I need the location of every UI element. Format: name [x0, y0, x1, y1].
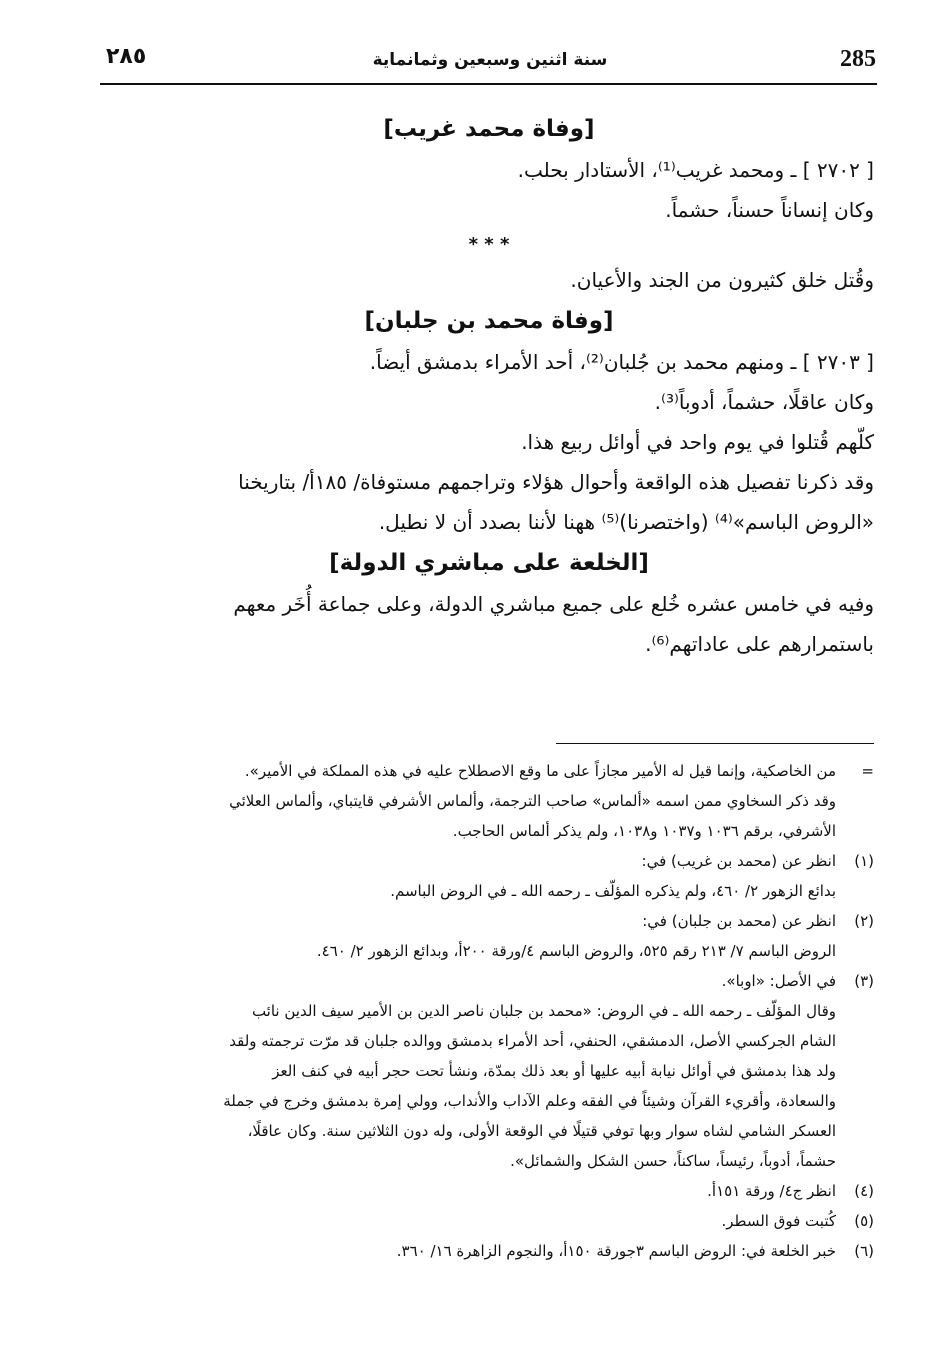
text-line: وفيه في خامس عشره خُلع على جميع مباشري الدولة، وعلى جماعة أُخَر معهم	[233, 592, 874, 616]
text-line: وكان إنساناً حسناً، حشماً.	[665, 198, 874, 222]
footnote-text: في الأصل: «اوبا».	[721, 972, 836, 990]
header-rule	[100, 83, 877, 85]
text-line: «الروض الباسم»⁽⁴⁾ (واختصرنا)⁽⁵⁾ ههنا لأننا بصدد أن لا نطيل.	[378, 510, 874, 534]
footnote-marker: (٣)	[854, 972, 874, 990]
page-number-latin: 285	[840, 46, 876, 72]
footnote-line	[104, 1176, 874, 1206]
footnote-marker: (٢)	[854, 912, 874, 930]
footnote-text: من الخاصكية، وإنما قيل له الأمير مجازاً على ما وقع الاصطلاح عليه في هذه المملكة في الأمير».	[244, 762, 836, 780]
footnote-marker: (٥)	[854, 1212, 874, 1230]
footnote-text: خبر الخلعة في: الروض الباسم ٣جورقة ١٥٠أ، والنجوم الزاهرة ١٦/ ٣٦٠.	[396, 1242, 836, 1260]
footnote-marker: (١)	[854, 852, 874, 870]
footnote-marker: (٦)	[854, 1242, 874, 1260]
text-line: وقد ذكرنا تفصيل هذه الواقعة وأحوال هؤلاء وتراجمهم مستوفاة/ ١٨٥أ/ بتاريخنا	[238, 470, 874, 494]
footnote-marker: =	[861, 762, 874, 780]
page-number-arabic: ٢٨٥	[106, 44, 147, 69]
page-header	[100, 38, 880, 82]
section-heading: [وفاة محمد غريب]	[383, 116, 595, 142]
section-heading: [وفاة محمد بن جلبان]	[364, 308, 614, 334]
footnote-line	[104, 846, 874, 876]
footnote-line	[104, 1206, 874, 1236]
footnote-line	[104, 756, 874, 786]
footnote-marker: (٤)	[854, 1182, 874, 1200]
footnote-line: الروض الباسم ٧/ ٢١٣ رقم ٥٢٥، والروض الباسم ٤/ورقة ٢٠٠أ، وبدائع الزهور ٢/ ٤٦٠.	[316, 942, 836, 960]
section-heading: [الخلعة على مباشري الدولة]	[329, 550, 649, 576]
footnote-line: وقال المؤلّف ـ رحمه الله ـ في الروض: «محمد بن جلبان ناصر الدين بن الأمير سيف الدين نائب	[251, 1002, 836, 1020]
footnote-line: حشماً، أدوباً، رئيساً، ساكناً، حسن الشكل والشمائل».	[510, 1152, 836, 1170]
text-line: [ ٢٧٠٢ ] ـ ومحمد غريب⁽¹⁾، الأستادار بحلب.	[517, 158, 874, 182]
running-title: سنة اثنين وسبعين وثمانماية	[372, 50, 608, 70]
footnote-line: الأشرفي، برقم ١٠٣٦ و١٠٣٧ و١٠٣٨، ولم يذكر ألماس الحاجب.	[452, 822, 836, 840]
text-line: [ ٢٧٠٣ ] ـ ومنهم محمد بن جُلبان⁽²⁾، أحد الأمراء بدمشق أيضاً.	[369, 350, 874, 374]
footnote-line: ولد هذا بدمشق في أوائل نيابة أبيه عليها أو بعد ذلك بمدّة، ونشأ تحت حجر أبيه في كنف العز	[272, 1062, 836, 1080]
separator-stars: * * *	[468, 234, 510, 255]
footnote-line	[104, 1236, 874, 1266]
text-line: كلّهم قُتلوا في يوم واحد في أوائل ربيع هذا.	[521, 430, 874, 454]
footnote-line: والسعادة، وأقريء القرآن وشيئاً في الفقه وعلم الآداب والأنداب، وولي إمرة بدمشق وخرج في جملة	[223, 1092, 836, 1110]
footnote-text: كُتبت فوق السطر.	[721, 1212, 836, 1230]
main-text	[104, 108, 874, 664]
footnote-line	[104, 966, 874, 996]
text-line: باستمرارهم على عاداتهم⁽⁶⁾.	[645, 632, 874, 656]
footnote-line: بدائع الزهور ٢/ ٤٦٠، ولم يذكره المؤلّف ـ رحمه الله ـ في الروض الباسم.	[390, 882, 836, 900]
footnote-line: وقد ذكر السخاوي ممن اسمه «ألماس» صاحب الترجمة، وألماس الأشرفي قايتباي، وألماس العلائي	[229, 792, 836, 810]
footnote-text: انظر ج٤/ ورقة ١٥١أ.	[707, 1182, 836, 1200]
text-line: وكان عاقلًا، حشماً، أدوباً⁽³⁾.	[654, 390, 874, 414]
footnote-line: العسكر الشامي لشاه سوار وبها توفي قتيلًا في الوقعة الأولى، وله دون الثلاثين سنة. وكان عاقلًا،	[247, 1122, 836, 1140]
footnote-rule	[556, 743, 874, 744]
footnote-text: انظر عن (محمد بن جلبان) في:	[642, 912, 836, 930]
text-line: وقُتل خلق كثيرون من الجند والأعيان.	[570, 268, 874, 292]
footnote-line	[104, 906, 874, 936]
footnotes	[104, 756, 874, 1266]
footnote-text: انظر عن (محمد بن غريب) في:	[641, 852, 836, 870]
footnote-line: الشام الجركسي الأصل، الدمشقي، الحنفي، أحد الأمراء بدمشق ووالده جلبان قد مرّت ترجمته ولقد	[229, 1032, 836, 1050]
